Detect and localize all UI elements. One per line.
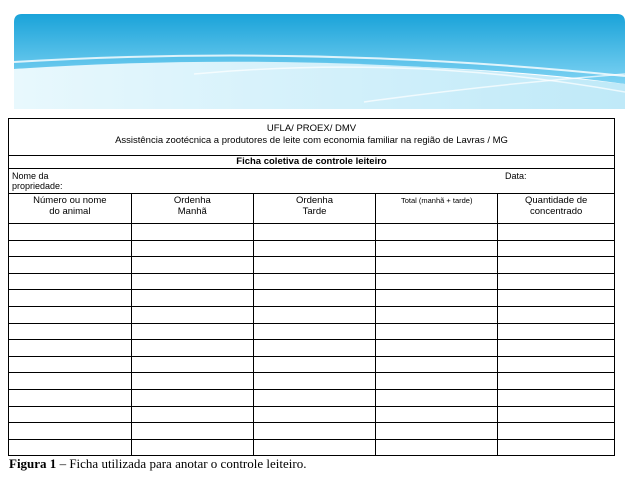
- empty-cell[interactable]: [498, 273, 614, 290]
- empty-cell[interactable]: [131, 290, 253, 307]
- table-row: [9, 323, 614, 340]
- header-institution: UFLA/ PROEX/ DMV: [266, 123, 357, 134]
- figure-caption: [9, 456, 306, 472]
- empty-cell[interactable]: [376, 257, 498, 274]
- table-row: [9, 273, 614, 290]
- caption-label: Figura 1: [9, 456, 57, 471]
- empty-cell[interactable]: [253, 406, 375, 423]
- empty-cell[interactable]: [131, 323, 253, 340]
- empty-cell[interactable]: [253, 423, 375, 440]
- empty-cell[interactable]: [131, 356, 253, 373]
- empty-cell[interactable]: [131, 389, 253, 406]
- column-header-animal: Número ou nome do animal: [9, 194, 131, 224]
- empty-cell[interactable]: [376, 439, 498, 455]
- empty-cell[interactable]: [498, 439, 614, 455]
- empty-cell[interactable]: [498, 423, 614, 440]
- empty-cell[interactable]: [253, 306, 375, 323]
- table-row: [9, 373, 614, 390]
- header-program: Assistência zootécnica a produtores de leite com economia familiar na região de Lavras / MG: [115, 135, 508, 146]
- empty-cell[interactable]: [253, 439, 375, 455]
- column-header-afternoon: Ordenha Tarde: [253, 194, 375, 224]
- table-row: [9, 406, 614, 423]
- empty-cell[interactable]: [253, 273, 375, 290]
- empty-cell[interactable]: [131, 423, 253, 440]
- column-header-total: Total (manhã + tarde): [376, 194, 498, 224]
- empty-cell[interactable]: [376, 340, 498, 357]
- empty-cell[interactable]: [9, 257, 131, 274]
- column-header-concentrate: Quantidade de concentrado: [498, 194, 614, 224]
- empty-cell[interactable]: [9, 224, 131, 241]
- empty-cell[interactable]: [131, 306, 253, 323]
- empty-cell[interactable]: [9, 389, 131, 406]
- table-row: [9, 356, 614, 373]
- empty-cell[interactable]: [9, 356, 131, 373]
- empty-cell[interactable]: [498, 290, 614, 307]
- empty-cell[interactable]: [131, 439, 253, 455]
- table-row: [9, 439, 614, 455]
- empty-cell[interactable]: [131, 340, 253, 357]
- table-row: [9, 340, 614, 357]
- table-row: [9, 423, 614, 440]
- empty-cell[interactable]: [253, 290, 375, 307]
- empty-cell[interactable]: [498, 340, 614, 357]
- sheet-header: [9, 119, 614, 156]
- empty-cell[interactable]: [9, 423, 131, 440]
- milk-record-table: [9, 194, 614, 455]
- empty-cell[interactable]: [498, 356, 614, 373]
- empty-cell[interactable]: [9, 340, 131, 357]
- empty-cell[interactable]: [253, 240, 375, 257]
- empty-cell[interactable]: [131, 224, 253, 241]
- empty-cell[interactable]: [376, 373, 498, 390]
- empty-cell[interactable]: [9, 240, 131, 257]
- empty-cell[interactable]: [9, 273, 131, 290]
- table-row: [9, 389, 614, 406]
- empty-cell[interactable]: [131, 406, 253, 423]
- empty-cell[interactable]: [253, 224, 375, 241]
- empty-cell[interactable]: [376, 290, 498, 307]
- empty-cell[interactable]: [498, 373, 614, 390]
- empty-cell[interactable]: [376, 406, 498, 423]
- caption-text: – Ficha utilizada para anotar o controle leiteiro.: [56, 456, 307, 471]
- date-label: Data:: [505, 171, 527, 181]
- empty-cell[interactable]: [376, 306, 498, 323]
- column-header-morning: Ordenha Manhã: [131, 194, 253, 224]
- empty-cell[interactable]: [131, 273, 253, 290]
- property-name-label: Nome da propriedade:: [12, 171, 63, 191]
- empty-cell[interactable]: [253, 389, 375, 406]
- empty-cell[interactable]: [498, 389, 614, 406]
- empty-cell[interactable]: [376, 323, 498, 340]
- empty-cell[interactable]: [498, 323, 614, 340]
- table-row: [9, 257, 614, 274]
- empty-cell[interactable]: [253, 323, 375, 340]
- empty-cell[interactable]: [376, 356, 498, 373]
- table-row: [9, 290, 614, 307]
- empty-cell[interactable]: [131, 373, 253, 390]
- empty-cell[interactable]: [9, 439, 131, 455]
- empty-cell[interactable]: [498, 306, 614, 323]
- table-row: [9, 240, 614, 257]
- empty-cell[interactable]: [376, 273, 498, 290]
- empty-cell[interactable]: [376, 240, 498, 257]
- table-header-row: [9, 194, 614, 224]
- property-line: [9, 169, 614, 194]
- empty-cell[interactable]: [9, 290, 131, 307]
- empty-cell[interactable]: [131, 240, 253, 257]
- empty-cell[interactable]: [131, 257, 253, 274]
- empty-cell[interactable]: [253, 373, 375, 390]
- form-title: Ficha coletiva de controle leiteiro: [9, 156, 614, 169]
- empty-cell[interactable]: [253, 340, 375, 357]
- empty-cell[interactable]: [498, 257, 614, 274]
- empty-cell[interactable]: [376, 389, 498, 406]
- empty-cell[interactable]: [9, 306, 131, 323]
- milk-control-sheet: [8, 118, 615, 456]
- empty-cell[interactable]: [498, 240, 614, 257]
- table-row: [9, 306, 614, 323]
- empty-cell[interactable]: [253, 257, 375, 274]
- empty-cell[interactable]: [498, 406, 614, 423]
- empty-cell[interactable]: [376, 224, 498, 241]
- empty-cell[interactable]: [9, 373, 131, 390]
- empty-cell[interactable]: [9, 323, 131, 340]
- empty-cell[interactable]: [498, 224, 614, 241]
- empty-cell[interactable]: [9, 406, 131, 423]
- decorative-banner: [14, 14, 625, 109]
- empty-cell[interactable]: [253, 356, 375, 373]
- table-row: [9, 224, 614, 241]
- empty-cell[interactable]: [376, 423, 498, 440]
